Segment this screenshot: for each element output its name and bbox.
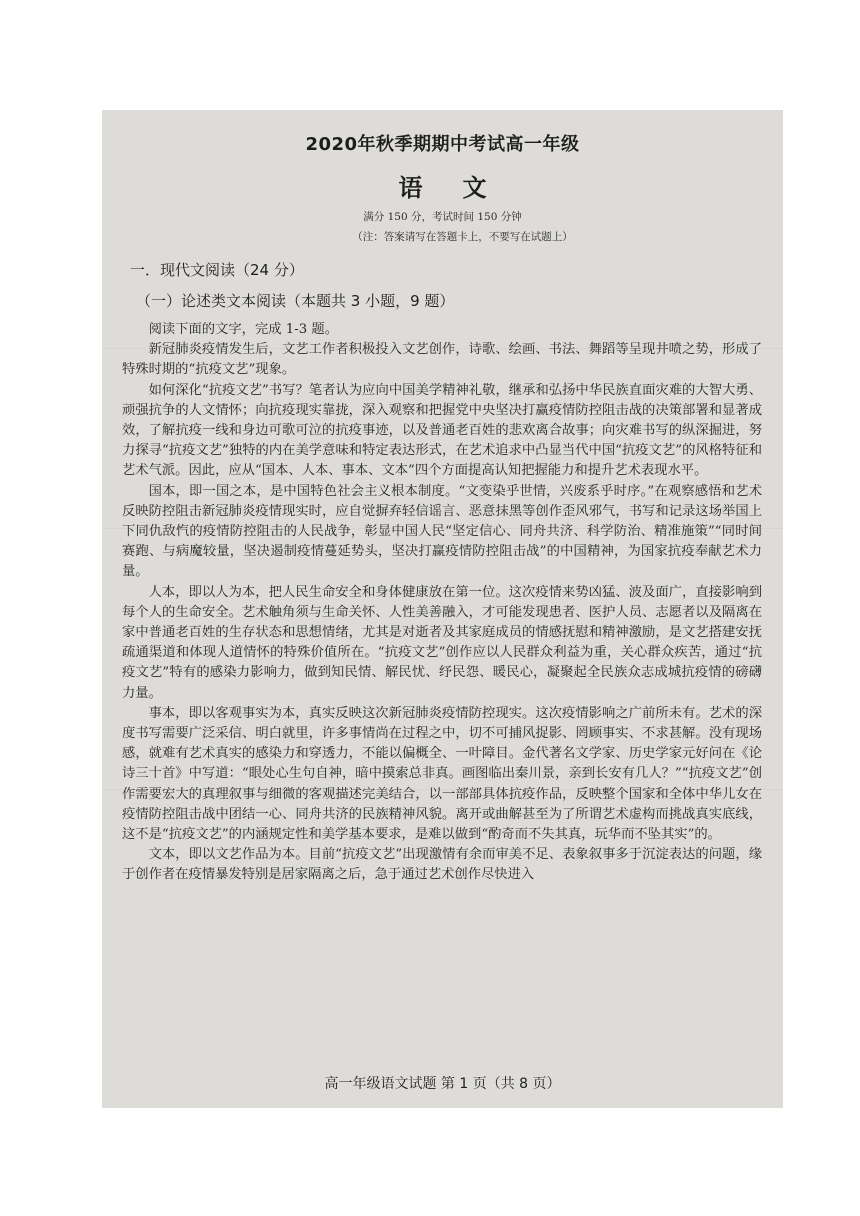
exam-title: 2020年秋季期期中考试高一年级 [305, 134, 580, 155]
passage-paragraph: 文本，即以文艺作品为本。目前“抗疫文艺”出现激情有余而审美不足、表象叙事多于沉淀表达的问题，缘于创作者在疫情暴发特别是居家隔离之后，急于通过艺术创作尽快进入 [122, 847, 762, 883]
subject-title: 语文 [398, 174, 527, 202]
reading-passage [122, 320, 762, 886]
section-heading: 一．现代文阅读（24 分） [130, 261, 304, 279]
answer-note: （注：答案请写在答题卡上，不要写在试题上） [352, 231, 573, 243]
score-time-info: 满分 150 分，考试时间 150 分钟 [363, 211, 522, 223]
passage-paragraph: 新冠肺炎疫情发生后，文艺工作者积极投入文艺创作，诗歌、绘画、书法、舞蹈等呈现井喷之势，形成了特殊时期的“抗疫文艺”现象。 [122, 342, 762, 378]
passage-paragraph: 国本，即一国之本，是中国特色社会主义根本制度。“文变染乎世情，兴废系乎时序。”在观察感悟和艺术反映防控阻击新冠肺炎疫情现实时，应自觉摒弃轻信谣言、恶意抹黑等创作歪风邪气，书写和记录这场举国上下同仇敌忾的疫情防控阻击的人民战争，彰显中国人民“坚定信心、同舟共济、科学防治、精准施策”“同时间赛跑、与病魔较量，坚决遏制疫情蔓延势头，坚决打赢疫情防控阻击战”的中国精神，为国家抗疫奉献艺术力量。 [122, 483, 762, 580]
passage-paragraph: 如何深化“抗疫文艺”书写？笔者认为应向中国美学精神礼敬，继承和弘扬中华民族直面灾难的大智大勇、顽强抗争的人文情怀；向抗疫现实靠拢，深入观察和把握党中央坚决打赢疫情防控阻击战的决策部署和显著成效，了解抗疫一线和身边可歌可泣的抗疫事迹，以及普通老百姓的悲欢离合故事；向灾难书写的纵深掘进，努力探寻“抗疫文艺”独特的内在美学意味和特定表达形式，在艺术追求中凸显当代中国“抗疫文艺”的风格特征和艺术气派。因此，应从“国本、人本、事本、文本”四个方面提高认知把握能力和提升艺术表现水平。 [122, 382, 762, 479]
instruction-paragraph: 阅读下面的文字，完成 1-3 题。 [148, 322, 339, 337]
exam-page [102, 110, 783, 1108]
page-footer: 高一年级语文试题 第 1 页（共 8 页） [324, 1076, 561, 1092]
passage-paragraph: 事本，即以客观事实为本，真实反映这次新冠肺炎疫情防控现实。这次疫情影响之广前所未有。艺术的深度书写需要广泛采信、明白就里，许多事情尚在过程之中，切不可捕风捉影、罔顾事实、不求甚解。没有现场感，就难有艺术真实的感染力和穿透力，不能以偏概全、一叶障目。金代著名文学家、历史学家元好问在《论诗三十首》中写道：“眼处心生句自神，暗中摸索总非真。画图临出秦川景，亲到长安有几人？”“抗疫文艺”创作需要宏大的真理叙事与细微的客观描述完美结合，以一部部具体抗疫作品，反映整个国家和全体中华儿女在疫情防控阻击战中团结一心、同舟共济的民族精神风貌。离开或曲解甚至为了所谓艺术虚构而挑战真实底线，这不是“抗疫文艺”的内涵规定性和美学基本要求，是难以做到“酌奇而不失其真，玩华而不坠其实”的。 [122, 705, 762, 843]
subsection-heading: （一）论述类文本阅读（本题共 3 小题，9 题） [136, 292, 455, 310]
passage-paragraph: 人本，即以人为本，把人民生命安全和身体健康放在第一位。这次疫情来势凶猛、波及面广，直接影响到每个人的生命安全。艺术触角须与生命关怀、人性美善融入，才可能发现患者、医护人员、志愿者以及隔离在家中普通老百姓的生存状态和思想情绪，尤其是对逝者及其家庭成员的情感抚慰和精神激励，是文艺搭建安抚疏通渠道和体现人道情怀的特殊价值所在。“抗疫文艺”创作应以人民群众利益为重，关心群众疾苦，通过“抗疫文艺”特有的感染力影响力，做到知民情、解民忧、纾民怨、暖民心，凝聚起全民族众志成城抗疫情的磅礴力量。 [122, 584, 762, 701]
